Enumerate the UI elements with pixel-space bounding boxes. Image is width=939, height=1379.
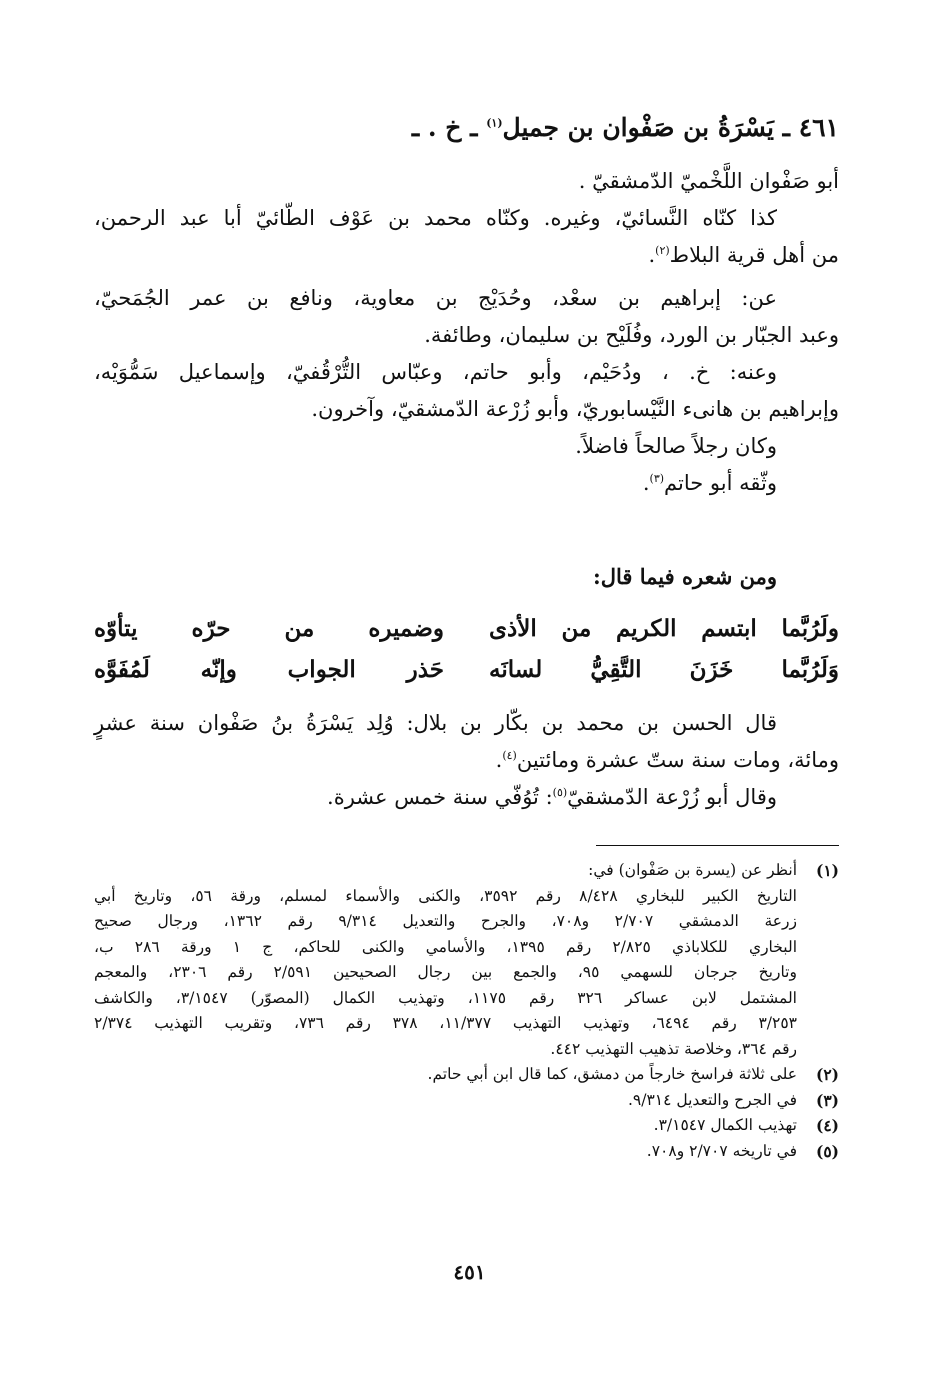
footnote-line: في تاريخه ٢/٧٠٧ و٧٠٨. bbox=[646, 1141, 797, 1160]
text-tail: . bbox=[648, 243, 656, 267]
footnote-line: التاريخ الكبير للبخاري ٨/٤٢٨ رقم ٣٥٩٢، والكنى والأسماء لمسلم، ورقة ٥٦، وتاريخ أبي bbox=[94, 886, 797, 905]
first-hemistich: ولَرُبَّما ابتسم الكريم من الأذى bbox=[489, 615, 839, 642]
paragraph-kunya bbox=[94, 163, 839, 200]
paragraph-teachers bbox=[94, 280, 839, 317]
paragraph-birth-death-cont bbox=[94, 742, 839, 779]
footnote-line: على ثلاثة فراسخ خارجاً من دمشق، كما قال ابن أبي حاتم. bbox=[427, 1065, 797, 1083]
footnote-line: البخاري للكلاباذي ٢/٨٢٥ رقم ١٣٩٥، والأسامي والكنى للحاكم، ج ١ ورقة ٢٨٦ ب، bbox=[94, 937, 797, 956]
text-tail: : تُوُفّي سنة خمس عشرة. bbox=[327, 785, 553, 809]
text-line: وإبراهيم بن هانىء النَّيْسابوريّ، وأبو زُرْعة الدّمشقيّ، وآخرون. bbox=[311, 397, 839, 421]
footnote-number: (١) bbox=[815, 861, 839, 880]
footnote-line: وتاريخ جرجان للسهمي ٩٥، والجمع بين رجال الصحيحين ٢/٥٩١ رقم ٢٣٠٦، والمعجم bbox=[94, 963, 797, 981]
footnote-2 bbox=[94, 1062, 839, 1088]
text-line: وقال أبو زُرْعة الدّمشقيّ bbox=[567, 785, 777, 809]
text-line: عن: إبراهيم بن سعْد، وحُدَيْج بن معاوية، ونافع بن عمر الجُمَحيّ، bbox=[94, 286, 777, 310]
text-line: من أهل قرية البلاط bbox=[669, 243, 839, 267]
footnote-number: (٢) bbox=[815, 1065, 839, 1084]
second-hemistich: حَذر الجواب وإنّه لَمُفَوَّه bbox=[94, 656, 444, 683]
footnote-body bbox=[94, 1062, 797, 1088]
entry-title: ٤٦١ ـ يَسْرَةُ بن صَفْوان بن جميل bbox=[502, 113, 839, 142]
footnote-5 bbox=[94, 1139, 839, 1165]
text-line: قال الحسن بن محمد بن بكّار بن بلال: وُلِد يَسْرَةُ بنُ صَفْوان سنة عشرٍ bbox=[94, 711, 777, 735]
footnote-number: (٣) bbox=[815, 1090, 839, 1110]
paragraph-character bbox=[94, 428, 839, 465]
footnote-ref: (١) bbox=[486, 116, 503, 130]
footnote-body bbox=[94, 1113, 797, 1139]
footnote-3 bbox=[94, 1088, 839, 1114]
footnote-ref: (٤) bbox=[502, 749, 517, 762]
page-number: ٤٥١ bbox=[453, 1260, 486, 1284]
text-line: كذا كنّاه النَّسائيّ، وغيره. وكنّاه محمد بن عَوْف الطّائيّ أبا عبد الرحمن، bbox=[94, 206, 777, 230]
poem bbox=[94, 608, 839, 690]
footnote-line: ٣/٢٥٣ رقم ٦٤٩٤، وتهذيب التهذيب ١١/٣٧٧، ٣٧٨ رقم ٧٣٦، وتقريب التهذيب ٢/٣٧٤ bbox=[94, 1014, 797, 1032]
footnote-line: في الجرح والتعديل ٩/٣١٤. bbox=[627, 1090, 797, 1109]
footnote-line: تهذيب الكمال ٣/١٥٤٧. bbox=[653, 1116, 797, 1134]
poem-verse bbox=[94, 649, 839, 690]
footnote-line: المشتمل لابن عساكر ٣٢٦ رقم ١١٧٥، وتهذيب الكمال (المصوّر) ٣/١٥٤٧، والكاشف bbox=[94, 988, 797, 1007]
poem-verse bbox=[94, 608, 839, 649]
paragraph-abu-zura bbox=[94, 779, 839, 816]
paragraph-birth-death bbox=[94, 705, 839, 742]
footnote-1 bbox=[94, 858, 839, 1062]
closing-body bbox=[94, 705, 839, 816]
footnote-body bbox=[94, 858, 797, 1062]
paragraph-kunya-sources bbox=[94, 200, 839, 237]
footnote-number: (٤) bbox=[815, 1116, 839, 1135]
text-line: أبو صَفْوان اللَّخْميّ الدّمشقيّ . bbox=[578, 169, 839, 193]
text-tail: . bbox=[495, 748, 503, 772]
text-line: وعبد الجبّار بن الورد، وفُلَيْح بن سليمان، وطائفة. bbox=[424, 323, 839, 347]
first-hemistich: وَلَرُبَّما خَزَنَ التَّقِيُّ لسانَه bbox=[489, 656, 839, 683]
text-line: وكان رجلاً صالحاً فاضلاً. bbox=[575, 434, 777, 458]
footnotes bbox=[94, 858, 839, 1164]
footnote-ref: (٣) bbox=[649, 472, 665, 485]
text-tail: . bbox=[642, 471, 650, 495]
footnote-line: رقم ٣٦٤، وخلاصة تذهيب التهذيب ٤٤٢. bbox=[550, 1039, 797, 1058]
footnote-line: زرعة الدمشقي ٢/٧٠٧ و٧٠٨، والجرح والتعديل ٩/٣١٤ رقم ١٣٦٢، ورجال صحيح bbox=[94, 912, 797, 930]
text-line: وعنه: خ. ، ودُحَيْم، وأبو حاتم، وعبّاس التُّرْقُفيّ، وإسماعيل سَمُّوَيْه، bbox=[94, 360, 777, 384]
paragraph-teachers-cont bbox=[94, 317, 839, 354]
footnote-body bbox=[94, 1139, 797, 1165]
footnote-number: (٥) bbox=[815, 1141, 839, 1161]
paragraph-students bbox=[94, 354, 839, 391]
footnote-ref: (٢) bbox=[655, 244, 670, 257]
paragraph-students-cont bbox=[94, 391, 839, 428]
poem-intro: ومن شعره فيما قال: bbox=[593, 564, 777, 589]
paragraph-kunya-sources-cont bbox=[94, 237, 839, 274]
entry-heading bbox=[94, 108, 839, 148]
footnote-divider bbox=[596, 845, 839, 846]
text-line: ومائة، ومات سنة ستّ عشرة ومائتين bbox=[516, 748, 839, 772]
footnote-line: أنظر عن (يسرة بن صَفْوان) في: bbox=[588, 861, 797, 879]
biography-body bbox=[94, 163, 839, 502]
second-hemistich: وضميره من حرّه يتأوّه bbox=[94, 615, 444, 642]
footnote-ref: (٥) bbox=[552, 786, 568, 799]
footnote-4 bbox=[94, 1113, 839, 1139]
footnote-body bbox=[94, 1088, 797, 1114]
paragraph-trust bbox=[94, 465, 839, 502]
text-line: وثّقه أبو حاتم bbox=[664, 471, 777, 495]
entry-source-code: ـ خ . ـ bbox=[411, 113, 487, 142]
